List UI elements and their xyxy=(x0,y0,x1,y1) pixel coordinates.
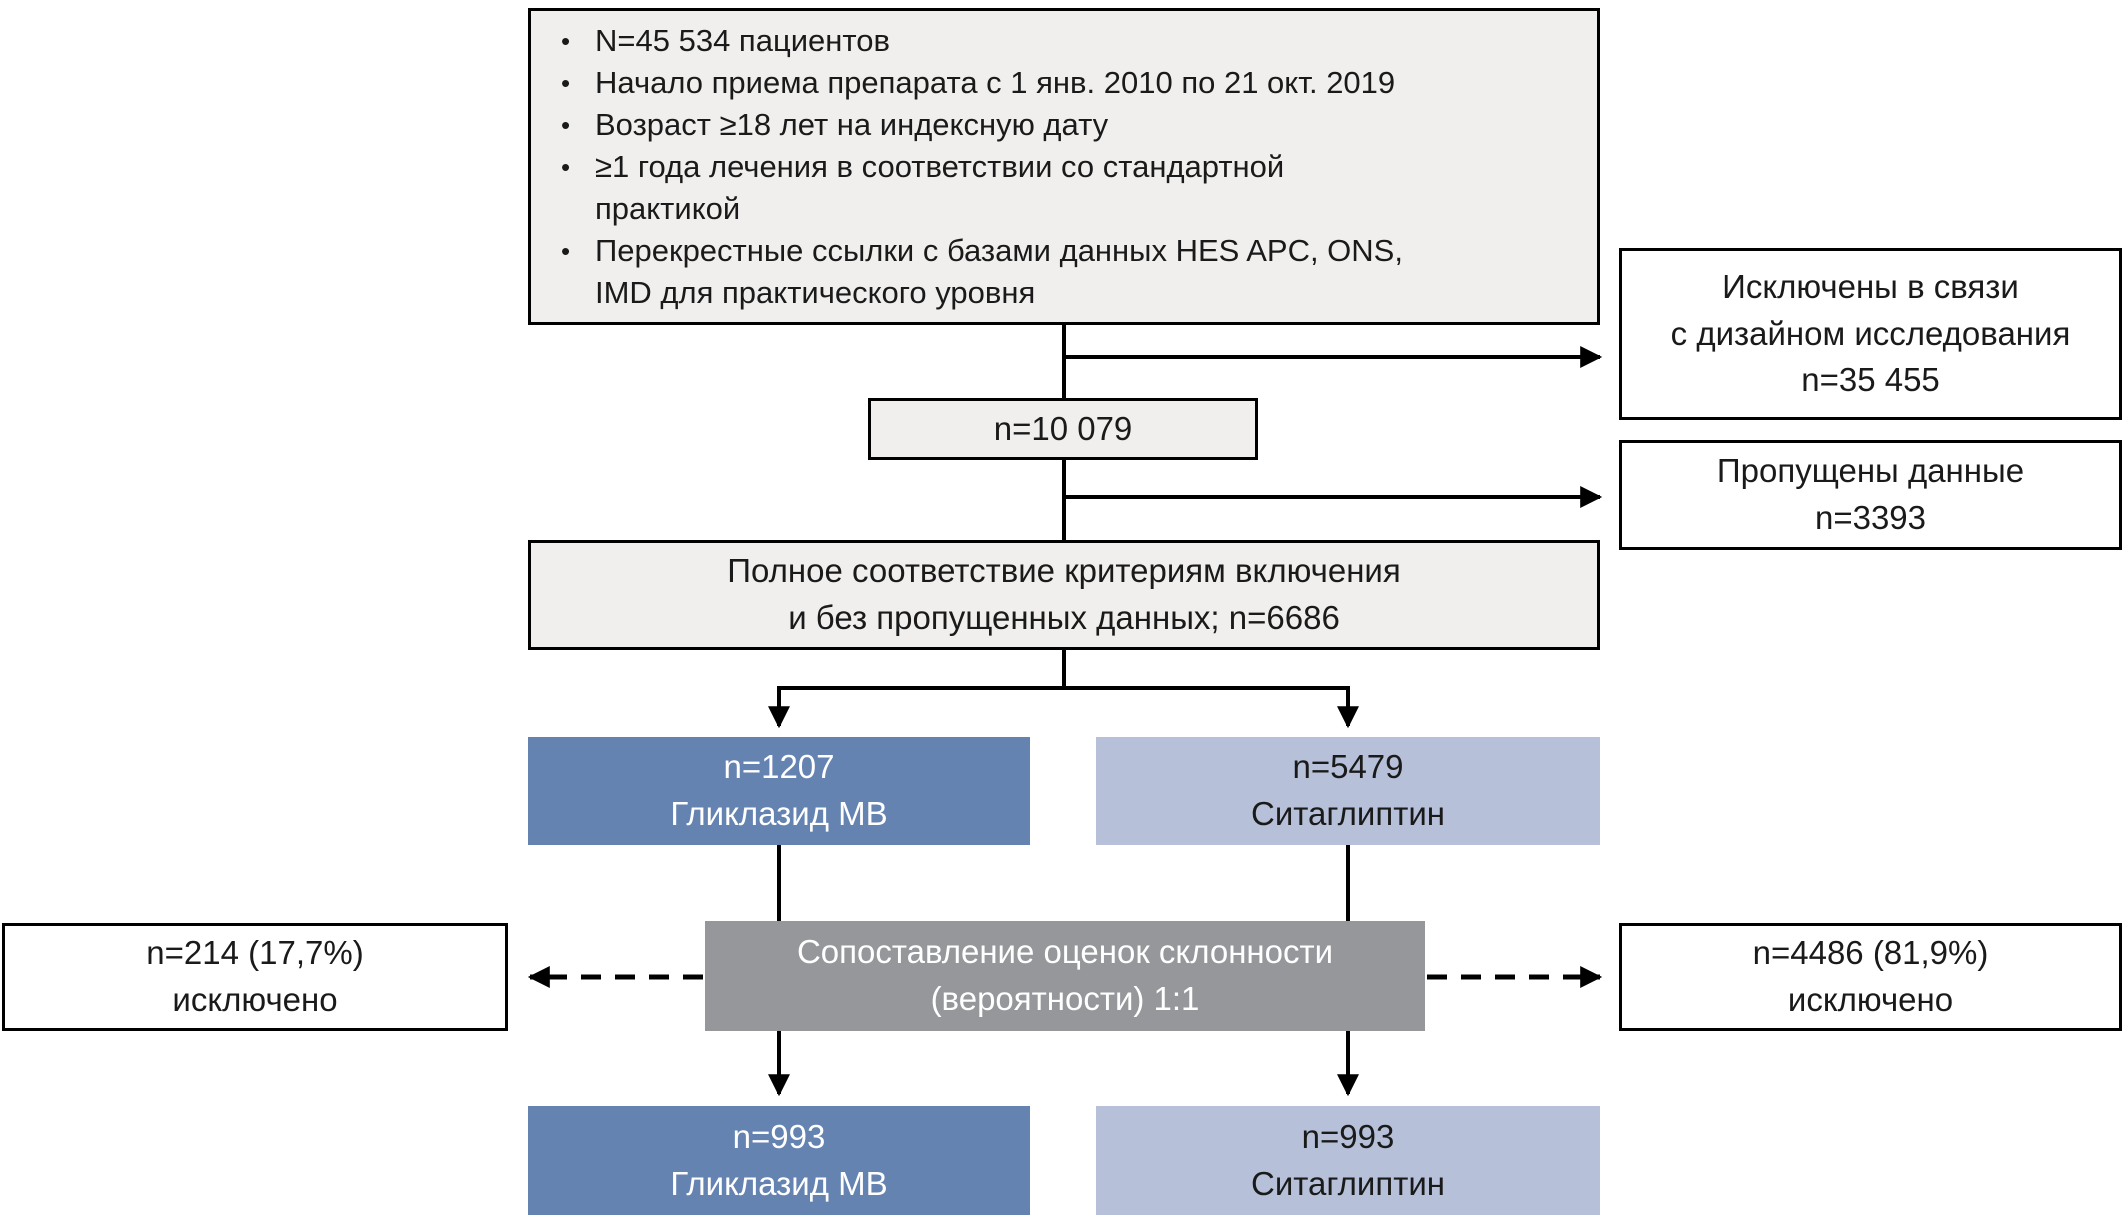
psm-ratio: (вероятности) 1:1 xyxy=(930,980,1200,1017)
gliclazide-pre-label: Гликлазид МВ xyxy=(670,795,888,832)
criteria-box xyxy=(528,8,1600,325)
excluded-design-count: n=35 455 xyxy=(1801,361,1940,399)
sitagliptin-post-count: n=993 xyxy=(1301,1117,1395,1155)
n10079-count: n=10 079 xyxy=(993,409,1133,447)
excluded-gliclazide-count: n=214 (17,7%) xyxy=(146,934,364,972)
criteria-item xyxy=(559,62,1403,104)
full-match-count: и без пропущенных данных; n=6686 xyxy=(788,599,1340,636)
missing-data-count: n=3393 xyxy=(1814,499,1927,536)
excluded-sitagliptin-count: n=4486 (81,9%) xyxy=(1752,934,1989,972)
psm-text: Сопоставление оценок склонности xyxy=(796,933,1334,971)
criteria-item-text: практикой xyxy=(595,190,741,226)
excluded-sitagliptin-box xyxy=(1619,923,2122,1031)
sitagliptin-pre-box xyxy=(1096,737,1600,845)
excluded-design-text: с дизайном исследования xyxy=(1670,314,2071,352)
criteria-item xyxy=(559,146,1403,230)
sitagliptin-post-box xyxy=(1096,1106,1600,1215)
excluded-gliclazide-box xyxy=(2,923,508,1031)
criteria-item-text: IMD для практического уровня xyxy=(595,274,1036,310)
criteria-item xyxy=(559,20,1403,62)
missing-data-text: Пропущены данные xyxy=(1716,452,2025,490)
excluded-sitagliptin-text: исключено xyxy=(1787,981,1954,1018)
criteria-item xyxy=(559,230,1403,314)
excluded-design-text: Исключены в связи xyxy=(1722,267,2019,305)
excluded-gliclazide-text: исключено xyxy=(172,981,338,1018)
gliclazide-post-label: Гликлазид МВ xyxy=(670,1164,888,1202)
sitagliptin-pre-count: n=5479 xyxy=(1292,748,1404,786)
n10079-box xyxy=(868,398,1258,460)
sitagliptin-pre-label: Ситаглиптин xyxy=(1250,795,1445,832)
gliclazide-pre-box xyxy=(528,737,1030,845)
criteria-item xyxy=(559,104,1403,146)
excluded-design-box xyxy=(1619,248,2122,420)
gliclazide-post-box xyxy=(528,1106,1030,1215)
criteria-item-text: • Возраст ≥18 лет на индексную дату xyxy=(595,106,1109,142)
gliclazide-post-count: n=993 xyxy=(732,1117,826,1155)
criteria-item-text: • ≥1 года лечения в соответствии со стандартной xyxy=(595,148,1285,184)
missing-data-box xyxy=(1619,440,2122,550)
criteria-list xyxy=(559,20,1403,314)
sitagliptin-post-label: Ситаглиптин xyxy=(1250,1164,1445,1202)
full-match-text: Полное соответствие критериям включения xyxy=(727,552,1401,590)
psm-box xyxy=(705,921,1425,1031)
gliclazide-pre-count: n=1207 xyxy=(723,748,835,786)
criteria-item-text: • N=45 534 пациентов xyxy=(595,22,890,58)
criteria-item-text: • Перекрестные ссылки с базами данных HES APC, ONS, xyxy=(595,232,1403,268)
full-match-box xyxy=(528,540,1600,650)
criteria-item-text: • Начало приема препарата с 1 янв. 2010 по 21 окт. 2019 xyxy=(595,64,1396,100)
